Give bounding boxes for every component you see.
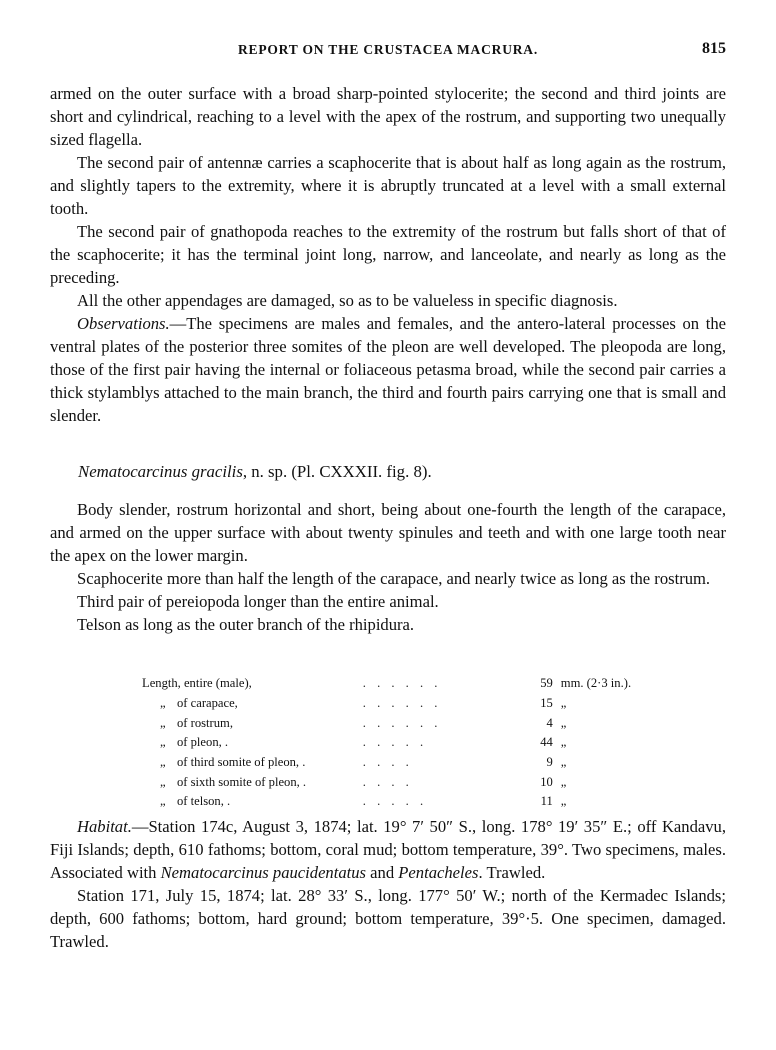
table-row	[142, 733, 662, 753]
measure-unit: „	[560, 794, 567, 809]
measure-value: 9	[546, 755, 553, 770]
ditto-mark: „	[160, 755, 166, 770]
table-row	[142, 753, 662, 773]
measure-label: of pleon, .	[177, 735, 229, 750]
measure-value: 11	[540, 794, 553, 809]
measure-value: 59	[540, 676, 553, 691]
measure-value: 10	[540, 774, 553, 789]
leader-dots: . . . . .	[362, 735, 428, 750]
paragraph: Body slender, rostrum horizontal and short, being about one-fourth the length of the carapace, and armed on the upper surface with about twenty spinules and teeth and with one large tooth near the apex on the lower margin.	[50, 500, 726, 565]
table-row	[142, 772, 662, 792]
measure-unit: „	[560, 735, 567, 750]
measure-unit: „	[560, 696, 567, 711]
paragraph: The second pair of antennæ carries a scaphocerite that is about half as long again as the rostrum, and slightly tapers to the extremity, where it is abruptly truncated at a level with a small external tooth.	[50, 153, 726, 218]
observations-label: Observations.	[77, 314, 170, 333]
table-row	[142, 792, 662, 812]
measure-label: Length, entire (male),	[142, 676, 252, 691]
paragraph: The second pair of gnathopoda reaches to the extremity of the rostrum but falls short of that of the scaphocerite; it has the terminal joint long, narrow, and lanceolate, and nearly as long as the preceding.	[50, 222, 726, 287]
page-number: 815	[702, 40, 726, 57]
leader-dots: . . . . .	[362, 794, 428, 809]
paragraph: armed on the outer surface with a broad sharp-pointed stylocerite; the second and third joints are short and cylindrical, reaching to a level with the apex of the rostrum, and supporting two unequally sized flagella.	[50, 84, 726, 149]
measure-value: 4	[546, 715, 553, 730]
habitat-paragraph	[50, 815, 726, 884]
measure-value: 44	[540, 735, 553, 750]
measure-label: of sixth somite of pleon, .	[177, 774, 307, 789]
observations-paragraph	[50, 312, 726, 427]
species-suffix: , n. sp. (Pl. CXXXII. fig. 8).	[242, 462, 432, 481]
paragraph: Telson as long as the outer branch of the rhipidura.	[77, 615, 415, 634]
ditto-mark: „	[160, 735, 166, 750]
running-title: REPORT ON THE CRUSTACEA MACRURA.	[237, 42, 539, 57]
measure-label: of carapace,	[177, 696, 238, 711]
measure-label: of rostrum,	[177, 715, 233, 730]
ditto-mark: „	[160, 774, 166, 789]
leader-dots: . . . . . .	[362, 676, 442, 691]
habitat-label: Habitat.	[77, 817, 132, 836]
paragraph: Scaphocerite more than half the length of the carapace, and nearly twice as long as the rostrum.	[77, 569, 711, 588]
table-row	[142, 713, 662, 733]
leader-dots: . . . . . .	[362, 715, 442, 730]
ditto-mark: „	[160, 794, 166, 809]
ditto-mark: „	[160, 715, 166, 730]
habitat-text-end: . Trawled.	[478, 863, 546, 882]
measure-unit: „	[560, 715, 567, 730]
habitat-text: —Station 174c, August 3, 1874; lat. 19° 7′ 50″ S., long. 178° 19′ 35″ E.; off Kandavu, Fiji Islands; depth, 610 fathoms; bottom, coral mud; bottom temperature, 39°. Two specimens, males. Associated with	[50, 817, 726, 882]
measure-value: 15	[540, 696, 553, 711]
ditto-mark: „	[160, 696, 166, 711]
measurements-table	[142, 674, 662, 812]
station-paragraph: Station 171, July 15, 1874; lat. 28° 33′ S., long. 177° 50′ W.; north of the Kermadec Islands; depth, 600 fathoms; bottom, hard ground; bottom temperature, 39°·5. One specimen, damaged. Trawled.	[50, 886, 726, 951]
table-row	[142, 674, 662, 694]
measure-label: of telson, .	[177, 794, 231, 809]
species-description	[50, 498, 726, 636]
measure-unit: „	[560, 755, 567, 770]
page-header	[50, 42, 726, 64]
measure-unit: mm. (2·3 in.).	[560, 676, 632, 691]
associated-species: Nematocarcinus paucidentatus	[160, 863, 367, 882]
measure-label: of third somite of pleon, .	[177, 755, 306, 770]
measure-unit: „	[560, 774, 567, 789]
table-row	[142, 694, 662, 714]
species-heading	[78, 462, 432, 482]
associated-genus: Pentacheles	[398, 863, 479, 882]
species-name: Nematocarcinus gracilis	[78, 462, 243, 481]
leader-dots: . . . . . .	[362, 696, 442, 711]
leader-dots: . . . .	[362, 774, 413, 789]
observations-text: —The specimens are males and females, and the antero-lateral processes on the ventral plates of the posterior three somites of the pleon are well developed. The pleopoda are long, those of the first pair having the internal or foliaceous petasma broad, while the second pair carries a thick stylamblys attached to the main branch, the third and fourth pairs carrying one that is small and slender.	[50, 314, 726, 425]
conjunction: and	[366, 863, 399, 882]
paragraph: Third pair of pereiopoda longer than the entire animal.	[77, 592, 439, 611]
leader-dots: . . . .	[362, 755, 413, 770]
description-continued	[50, 82, 726, 427]
habitat-section	[50, 815, 726, 953]
paragraph: All the other appendages are damaged, so as to be valueless in specific diagnosis.	[77, 291, 618, 310]
